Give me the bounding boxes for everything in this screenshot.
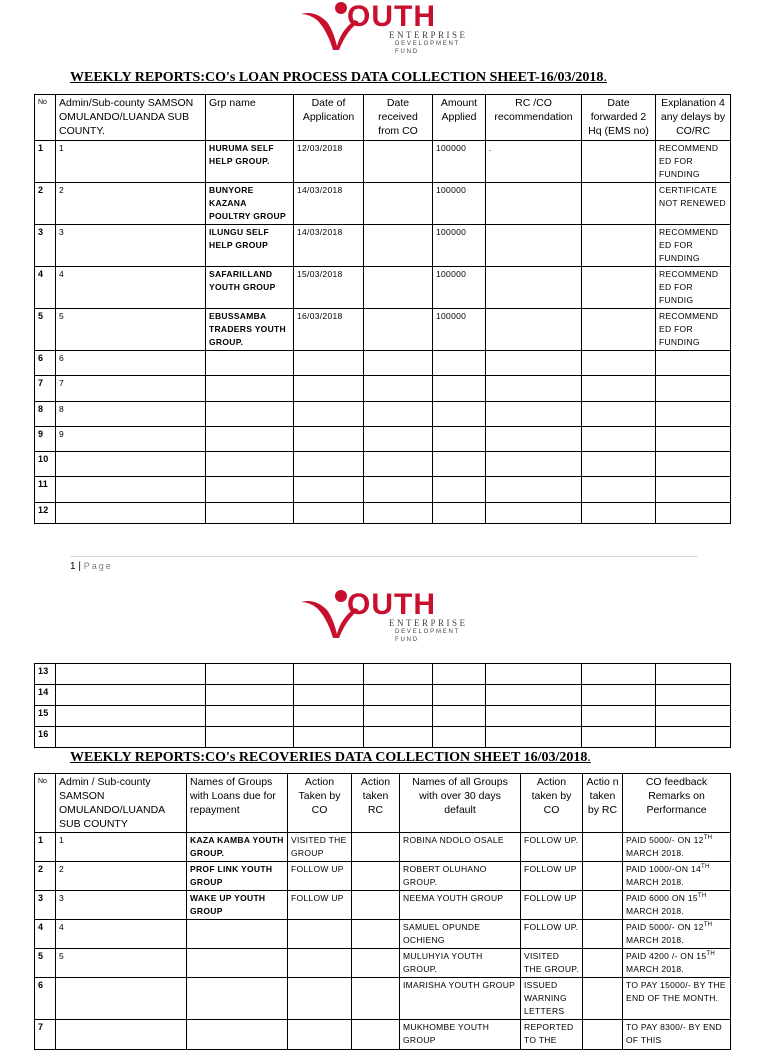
col-admin: Admin / Sub-county SAMSON OMULANDO/LUANDA SUB COUNTY: [56, 774, 187, 833]
col-no: No: [35, 774, 56, 833]
table-cell: [288, 1020, 352, 1050]
table-cell: [294, 452, 364, 477]
table-cell: [364, 183, 433, 225]
table-cell: [294, 427, 364, 452]
table-cell: MUKHOMBE YOUTH GROUP: [400, 1020, 521, 1050]
table-cell: BUNYORE KAZANA POULTRY GROUP: [206, 183, 294, 225]
table-cell: [364, 664, 433, 685]
table-cell: [486, 351, 582, 376]
table-cell: PAID 1000/-ON 14TH MARCH 2018.: [623, 862, 731, 891]
table-cell: [582, 706, 656, 727]
table-cell: [294, 351, 364, 376]
table-cell: 10: [35, 452, 56, 477]
table-cell: [582, 225, 656, 267]
table-cell: [656, 402, 731, 427]
table-cell: FOLLOW UP: [521, 891, 583, 920]
table-row: [35, 833, 731, 862]
table-cell: 7: [35, 376, 56, 402]
table-cell: 13: [35, 664, 56, 685]
table-cell: [433, 452, 486, 477]
table-cell: [583, 949, 623, 978]
table-cell: [206, 477, 294, 503]
table-cell: 14: [35, 685, 56, 706]
table-cell: 2: [35, 183, 56, 225]
table-cell: 15: [35, 706, 56, 727]
table-cell: IMARISHA YOUTH GROUP: [400, 978, 521, 1020]
table-row: [35, 706, 731, 727]
col-group-name: Grp name: [206, 95, 294, 141]
table-cell: [656, 664, 731, 685]
table-cell: 100000: [433, 267, 486, 309]
table-cell: 4: [35, 267, 56, 309]
table-cell: [364, 727, 433, 748]
table-cell: [433, 664, 486, 685]
table-cell: NEEMA YOUTH GROUP: [400, 891, 521, 920]
table-cell: [582, 685, 656, 706]
table-cell: 5: [35, 949, 56, 978]
table-cell: [582, 477, 656, 503]
table-row: [35, 452, 731, 477]
table-cell: [364, 706, 433, 727]
table-cell: [433, 351, 486, 376]
table-cell: REPORTED TO THE: [521, 1020, 583, 1050]
table-cell: [433, 706, 486, 727]
table-cell: [56, 503, 206, 524]
table-cell: [56, 727, 206, 748]
table-row: [35, 949, 731, 978]
table-cell: [486, 309, 582, 351]
table-cell: 12/03/2018: [294, 141, 364, 183]
table-cell: 3: [35, 225, 56, 267]
table-cell: [206, 685, 294, 706]
table-cell: [433, 503, 486, 524]
table-cell: PAID 5000/- ON 12TH MARCH 2018.: [623, 833, 731, 862]
table-cell: ILUNGU SELF HELP GROUP: [206, 225, 294, 267]
table-cell: [486, 727, 582, 748]
table-cell: [56, 664, 206, 685]
table-cell: [582, 141, 656, 183]
table-cell: FOLLOW UP.: [521, 920, 583, 949]
table-cell: [294, 477, 364, 503]
table-cell: [583, 833, 623, 862]
recoveries-heading: WEEKLY REPORTS:CO's RECOVERIES DATA COLLECTION SHEET 16/03/2018.: [70, 750, 591, 765]
table-cell: [433, 427, 486, 452]
table-cell: [486, 427, 582, 452]
table-cell: [486, 225, 582, 267]
col-co-feedback: CO feedback Remarks on Performance: [623, 774, 731, 833]
table-row: [35, 402, 731, 427]
col-amount: Amount Applied: [433, 95, 486, 141]
table-cell: [656, 727, 731, 748]
table-cell: [294, 402, 364, 427]
table-cell: ISSUED WARNING LETTERS: [521, 978, 583, 1020]
table-cell: [582, 427, 656, 452]
table-cell: VISITED THE GROUP.: [521, 949, 583, 978]
table-cell: [364, 225, 433, 267]
table-row: [35, 225, 731, 267]
table-cell: [288, 949, 352, 978]
table-cell: 6: [35, 978, 56, 1020]
table-cell: WAKE UP YOUTH GROUP: [187, 891, 288, 920]
table-cell: 3: [56, 891, 187, 920]
table-cell: 2: [56, 862, 187, 891]
table-cell: VISITED THE GROUP: [288, 833, 352, 862]
table-cell: [206, 503, 294, 524]
table-cell: [656, 706, 731, 727]
table-cell: SAFARILLAND YOUTH GROUP: [206, 267, 294, 309]
table-cell: [187, 920, 288, 949]
table-cell: 4: [56, 920, 187, 949]
table-header-row: [35, 95, 731, 141]
table-cell: [206, 427, 294, 452]
logo-wordmark: OUTH: [347, 588, 436, 621]
table-cell: [433, 376, 486, 402]
table-cell: [582, 503, 656, 524]
logo-subtitle: ENTERPRISE: [389, 30, 468, 40]
table-cell: [294, 503, 364, 524]
table-cell: [56, 477, 206, 503]
table-cell: [187, 1020, 288, 1050]
table-cell: [486, 503, 582, 524]
table-row: [35, 920, 731, 949]
table-cell: CERTIFICATE NOT RENEWED: [656, 183, 731, 225]
table-cell: 1: [56, 833, 187, 862]
table-cell: 16: [35, 727, 56, 748]
table-cell: [583, 862, 623, 891]
table-cell: [582, 309, 656, 351]
table-cell: 11: [35, 477, 56, 503]
table-cell: RECOMMEND ED FOR FUNDING: [656, 309, 731, 351]
table-cell: 15/03/2018: [294, 267, 364, 309]
table-cell: ROBERT OLUHANO GROUP.: [400, 862, 521, 891]
footer-divider: [70, 556, 698, 557]
table-cell: 100000: [433, 141, 486, 183]
table-row: [35, 862, 731, 891]
table-cell: 2: [56, 183, 206, 225]
table-cell: FOLLOW UP: [288, 891, 352, 920]
table-cell: [582, 351, 656, 376]
table-cell: 100000: [433, 225, 486, 267]
table-cell: [56, 1020, 187, 1050]
table-cell: [486, 664, 582, 685]
table-cell: 4: [35, 920, 56, 949]
table-row: [35, 664, 731, 685]
table-cell: 5: [35, 309, 56, 351]
table-cell: 3: [35, 891, 56, 920]
table-cell: [486, 477, 582, 503]
loan-process-heading: WEEKLY REPORTS:CO's LOAN PROCESS DATA COLLECTION SHEET-16/03/2018.: [70, 70, 607, 85]
table-cell: 7: [56, 376, 206, 402]
col-date-received: Date received from CO: [364, 95, 433, 141]
table-cell: [56, 452, 206, 477]
table-cell: RECOMMEND ED FOR FUNDIG: [656, 267, 731, 309]
table-cell: PAID 5000/- ON 12TH MARCH 2018.: [623, 920, 731, 949]
col-action-taken-rc: Actio n taken by RC: [583, 774, 623, 833]
table-cell: [582, 727, 656, 748]
table-cell: [656, 685, 731, 706]
table-cell: [433, 402, 486, 427]
col-action-taken-co: Action taken by CO: [521, 774, 583, 833]
loan-process-table: [34, 94, 731, 524]
table-cell: [656, 503, 731, 524]
table-cell: 3: [56, 225, 206, 267]
table-cell: [583, 920, 623, 949]
youth-fund-logo-page2: [297, 588, 472, 643]
logo-tagline: DEVELOPMENT FUND: [395, 629, 461, 643]
table-cell: [582, 267, 656, 309]
table-cell: [486, 452, 582, 477]
table-cell: [486, 267, 582, 309]
table-row: [35, 503, 731, 524]
table-cell: PROF LINK YOUTH GROUP: [187, 862, 288, 891]
table-row: [35, 427, 731, 452]
table-cell: 14/03/2018: [294, 183, 364, 225]
table-cell: [364, 376, 433, 402]
table-cell: [56, 978, 187, 1020]
table-cell: EBUSSAMBA TRADERS YOUTH GROUP.: [206, 309, 294, 351]
col-no: No: [35, 95, 56, 141]
table-cell: [364, 503, 433, 524]
table-cell: 1: [35, 141, 56, 183]
table-row: [35, 141, 731, 183]
table-cell: [206, 727, 294, 748]
table-cell: MULUHYIA YOUTH GROUP.: [400, 949, 521, 978]
table-cell: PAID 4200 /- ON 15TH MARCH 2018.: [623, 949, 731, 978]
table-cell: 5: [56, 309, 206, 351]
table-cell: 6: [56, 351, 206, 376]
table-cell: 9: [56, 427, 206, 452]
table-cell: [352, 862, 400, 891]
table-row: [35, 376, 731, 402]
table-cell: 12: [35, 503, 56, 524]
table-cell: [433, 477, 486, 503]
table-cell: [364, 477, 433, 503]
table-cell: [352, 978, 400, 1020]
table-cell: [486, 685, 582, 706]
table-cell: [294, 664, 364, 685]
table-cell: [206, 452, 294, 477]
table-cell: FOLLOW UP: [288, 862, 352, 891]
table-cell: 1: [35, 833, 56, 862]
table-cell: 5: [56, 949, 187, 978]
table-cell: 7: [35, 1020, 56, 1050]
table-cell: [486, 402, 582, 427]
table-cell: 9: [35, 427, 56, 452]
table-cell: 8: [56, 402, 206, 427]
col-explanation: Explanation 4 any delays by CO/RC: [656, 95, 731, 141]
col-recommendation: RC /CO recommendation: [486, 95, 582, 141]
table-cell: .: [486, 141, 582, 183]
table-cell: 1: [56, 141, 206, 183]
table-cell: [656, 376, 731, 402]
table-cell: [187, 949, 288, 978]
table-row: [35, 978, 731, 1020]
loan-process-table-continued: [34, 663, 731, 748]
table-cell: 100000: [433, 183, 486, 225]
table-cell: 2: [35, 862, 56, 891]
table-row: [35, 183, 731, 225]
table-cell: 8: [35, 402, 56, 427]
table-cell: [486, 183, 582, 225]
table-cell: [206, 351, 294, 376]
table-cell: [352, 1020, 400, 1050]
table-cell: [294, 706, 364, 727]
logo-wordmark: OUTH: [347, 0, 436, 33]
table-row: [35, 351, 731, 376]
table-cell: [294, 685, 364, 706]
table-cell: [364, 309, 433, 351]
table-cell: [433, 727, 486, 748]
table-row: [35, 309, 731, 351]
table-cell: [582, 402, 656, 427]
col-groups-due: Names of Groups with Loans due for repayment: [187, 774, 288, 833]
table-row: [35, 727, 731, 748]
col-action-rc: Action taken RC: [352, 774, 400, 833]
table-cell: SAMUEL OPUNDE OCHIENG: [400, 920, 521, 949]
table-cell: [364, 267, 433, 309]
table-cell: [486, 706, 582, 727]
table-cell: [56, 706, 206, 727]
table-cell: [352, 833, 400, 862]
page-footer: 1 | Page: [70, 561, 113, 572]
table-cell: [583, 1020, 623, 1050]
table-cell: [364, 351, 433, 376]
table-cell: [656, 452, 731, 477]
table-cell: [582, 376, 656, 402]
logo-tagline: DEVELOPMENT FUND: [395, 41, 461, 55]
table-cell: [352, 949, 400, 978]
table-cell: [364, 141, 433, 183]
table-cell: PAID 6000 ON 15TH MARCH 2018.: [623, 891, 731, 920]
table-cell: RECOMMEND ED FOR FUNDING: [656, 141, 731, 183]
table-cell: [206, 376, 294, 402]
table-cell: [583, 978, 623, 1020]
table-cell: [206, 402, 294, 427]
table-cell: [294, 376, 364, 402]
table-cell: 6: [35, 351, 56, 376]
table-cell: [206, 664, 294, 685]
table-cell: [364, 452, 433, 477]
table-cell: [352, 891, 400, 920]
table-cell: [582, 664, 656, 685]
table-cell: [288, 920, 352, 949]
table-cell: 100000: [433, 309, 486, 351]
table-cell: [433, 685, 486, 706]
table-cell: [364, 685, 433, 706]
table-cell: RECOMMEND ED FOR FUNDING: [656, 225, 731, 267]
logo-subtitle: ENTERPRISE: [389, 618, 468, 628]
table-header-row: [35, 774, 731, 833]
table-cell: [583, 891, 623, 920]
table-cell: [582, 183, 656, 225]
col-date-application: Date of Application: [294, 95, 364, 141]
col-date-forwarded: Date forwarded 2 Hq (EMS no): [582, 95, 656, 141]
table-cell: FOLLOW UP: [521, 862, 583, 891]
table-cell: FOLLOW UP.: [521, 833, 583, 862]
table-cell: [656, 477, 731, 503]
table-row: [35, 477, 731, 503]
table-cell: ROBINA NDOLO OSALE: [400, 833, 521, 862]
col-groups-default: Names of all Groups with over 30 days default: [400, 774, 521, 833]
youth-fund-logo: [297, 0, 472, 55]
table-cell: [656, 351, 731, 376]
table-cell: TO PAY 15000/- BY THE END OF THE MONTH.: [623, 978, 731, 1020]
table-cell: 4: [56, 267, 206, 309]
table-cell: [56, 685, 206, 706]
table-cell: [364, 427, 433, 452]
table-row: [35, 267, 731, 309]
table-cell: [206, 706, 294, 727]
table-cell: 14/03/2018: [294, 225, 364, 267]
recoveries-table: [34, 773, 731, 1050]
table-cell: TO PAY 8300/- BY END OF THIS: [623, 1020, 731, 1050]
table-cell: [294, 727, 364, 748]
col-admin: Admin/Sub-county SAMSON OMULANDO/LUANDA SUB COUNTY.: [56, 95, 206, 141]
table-cell: KAZA KAMBA YOUTH GROUP.: [187, 833, 288, 862]
table-row: [35, 685, 731, 706]
table-cell: [582, 452, 656, 477]
table-cell: [656, 427, 731, 452]
table-cell: [486, 376, 582, 402]
table-cell: HURUMA SELF HELP GROUP.: [206, 141, 294, 183]
table-cell: [352, 920, 400, 949]
table-cell: [187, 978, 288, 1020]
table-row: [35, 891, 731, 920]
table-cell: [288, 978, 352, 1020]
table-cell: [364, 402, 433, 427]
table-row: [35, 1020, 731, 1050]
col-action-co: Action Taken by CO: [288, 774, 352, 833]
table-cell: 16/03/2018: [294, 309, 364, 351]
